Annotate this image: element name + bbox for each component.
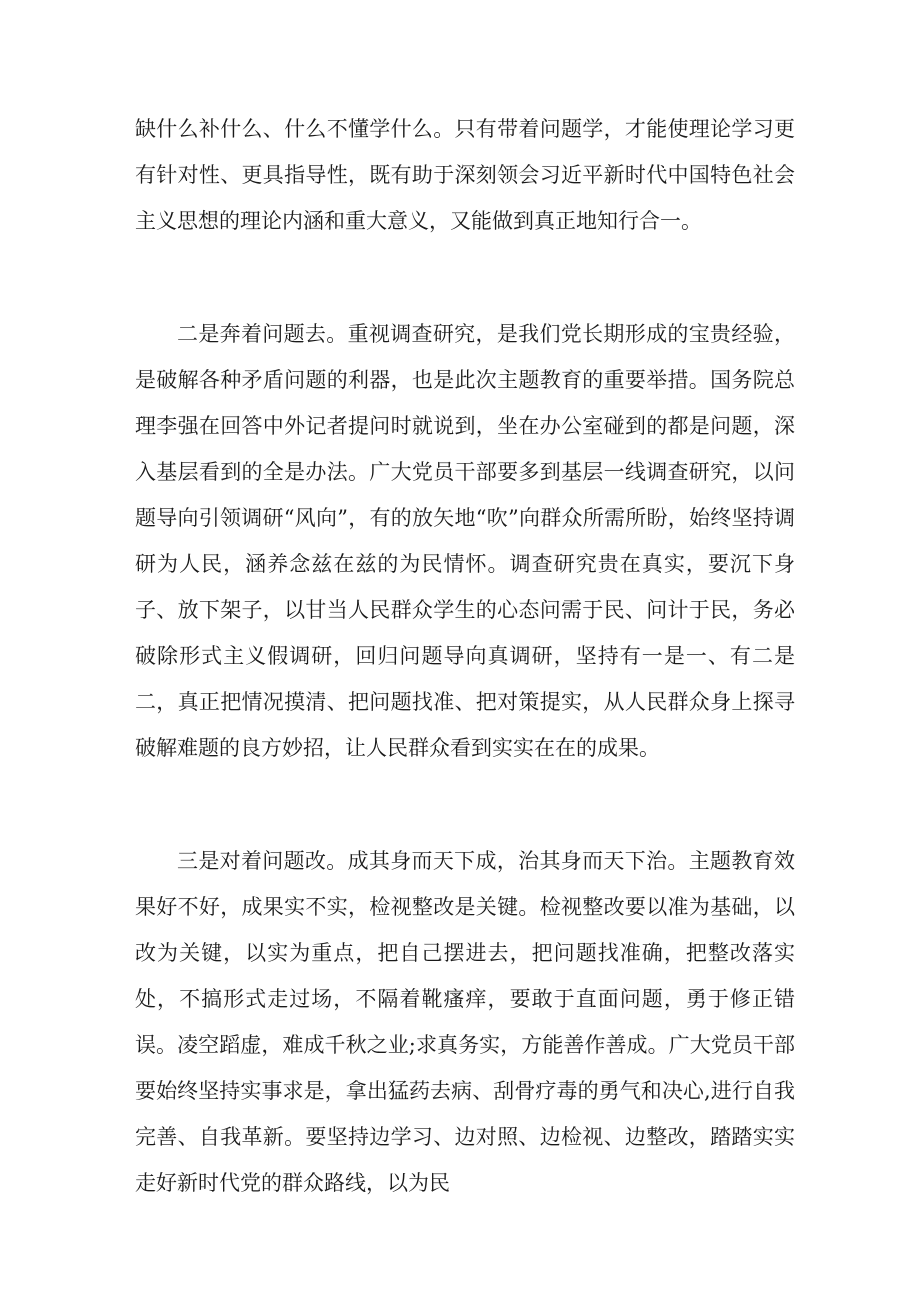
paragraph-continuation: 缺什么补什么、什么不懂学什么。只有带着问题学，才能使理论学习更有针对性、更具指导性，既有助于深刻领会习近平新时代中国特色社会主义思想的理论内涵和重大意义，又能做到真正地知行合一。 <box>135 117 795 233</box>
paragraph-third-point: 三是对着问题改。成其身而天下成，治其身而天下治。主题教育效果好不好，成果实不实，检视整改是关键。检视整改要以准为基础，以改为关键，以实为重点，把自己摆进去，把问题找准确，把整改落实处，不搞形式走过场，不隔着靴瘙痒，要敢于直面问题，勇于修正错误。凌空蹈虚，难成千秋之业;求真务实，方能善作善成。广大党员干部要始终坚持实事求是，拿出猛药去病、刮骨疗毒的勇气和决心,进行自我完善、自我革新。要坚持边学习、边对照、边检视、边整改，踏踏实实走好新时代党的群众路线，以为民 <box>135 849 795 1195</box>
paragraph-second-point: 二是奔着问题去。重视调查研究，是我们党长期形成的宝贵经验，是破解各种矛盾问题的利器，也是此次主题教育的重要举措。国务院总理李强在回答中外记者提问时就说到，坐在办公室碰到的都是问题，深入基层看到的全是办法。广大党员干部要多到基层一线调查研究，以问题导向引领调研“风向”，有的放矢地“吹”向群众所需所盼，始终坚持调研为人民，涵养念兹在兹的为民情怀。调查研究贵在真实，要沉下身子、放下架子，以甘当人民群众学生的心态问需于民、问计于民，务必破除形式主义假调研，回归问题导向真调研，坚持有一是一、有二是二，真正把情况摸清、把问题找准、把对策提实，从人民群众身上探寻破解难题的良方妙招，让人民群众看到实实在在的成果。 <box>135 322 795 760</box>
